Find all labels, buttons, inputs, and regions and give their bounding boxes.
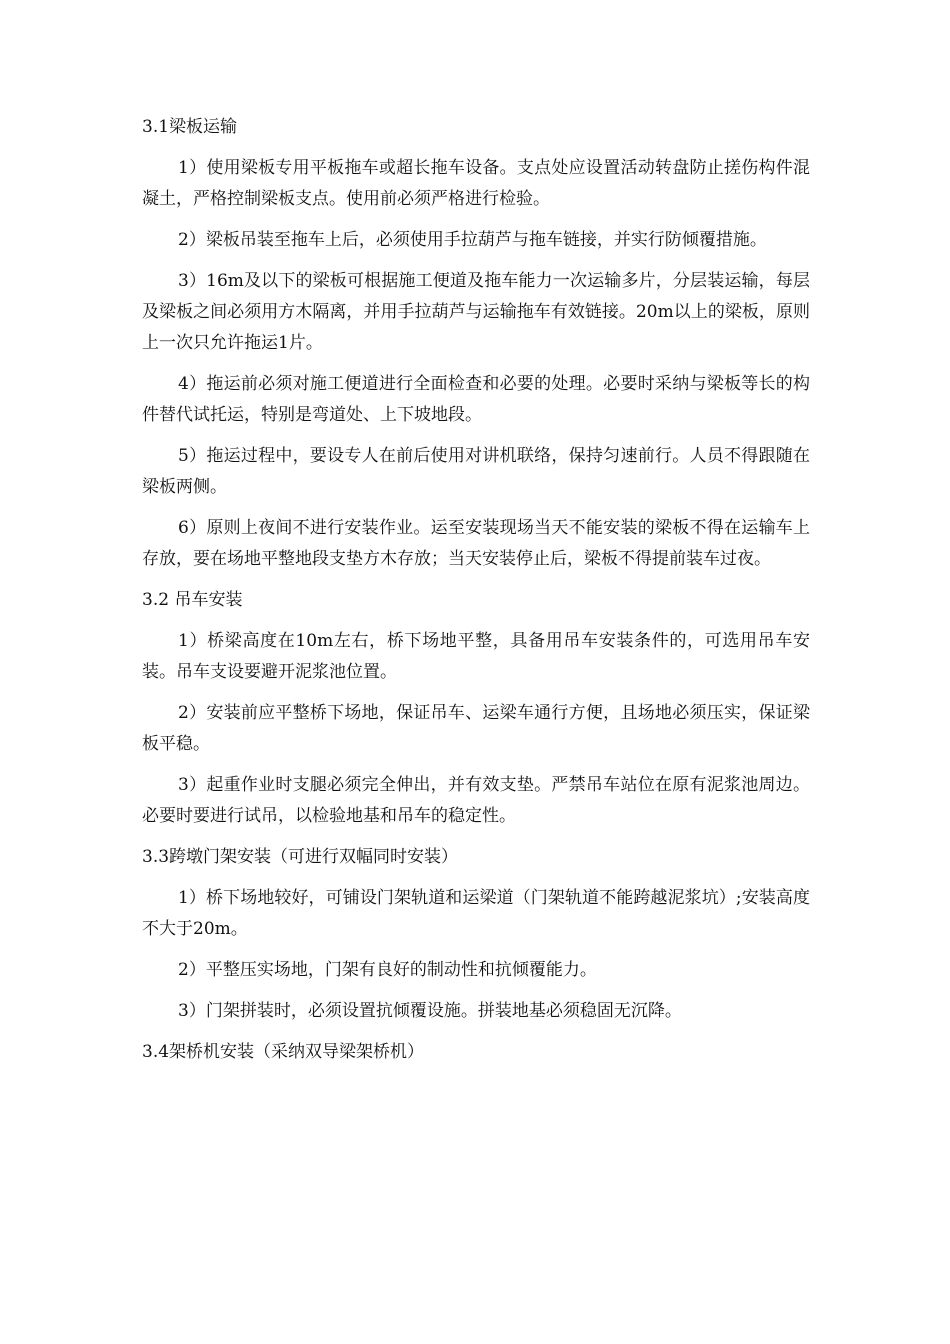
paragraph-3-1-3: 3）16m及以下的梁板可根据施工便道及拖车能力一次运输多片，分层装运输，每层及梁板之间必须用方木隔离，并用手拉葫芦与运输拖车有效链接。20m以上的梁板，原则上一次只允许拖运1片。 bbox=[142, 271, 810, 353]
paragraph-3-3-2: 2）平整压实场地，门架有良好的制动性和抗倾覆能力。 bbox=[178, 960, 597, 980]
paragraph-3-1-6: 6）原则上夜间不进行安装作业。运至安装现场当天不能安装的梁板不得在运输车上存放，要在场地平整地段支垫方木存放；当天安装停止后，梁板不得提前装车过夜。 bbox=[142, 518, 810, 569]
section-heading-3-3: 3.3跨墩门架安装（可进行双幅同时安装） bbox=[142, 847, 459, 867]
section-heading-3-2: 3.2 吊车安装 bbox=[142, 590, 243, 610]
paragraph-3-3-1: 1）桥下场地较好，可铺设门架轨道和运梁道（门架轨道不能跨越泥浆坑）;安装高度不大于20m。 bbox=[142, 888, 810, 939]
paragraph-3-2-1: 1）桥梁高度在10m左右，桥下场地平整，具备用吊车安装条件的，可选用吊车安装。吊车支设要避开泥浆池位置。 bbox=[142, 631, 810, 682]
document-body bbox=[142, 112, 810, 1078]
paragraph-3-1-4: 4）拖运前必须对施工便道进行全面检查和必要的处理。必要时采纳与梁板等长的构件替代试托运，特别是弯道处、上下坡地段。 bbox=[142, 374, 810, 425]
paragraph-3-3-3: 3）门架拼装时，必须设置抗倾覆设施。拼装地基必须稳固无沉降。 bbox=[178, 1001, 682, 1021]
section-heading-3-4: 3.4架桥机安装（采纳双导梁架桥机） bbox=[142, 1042, 425, 1062]
paragraph-3-1-2: 2）梁板吊装至拖车上后，必须使用手拉葫芦与拖车链接，并实行防倾覆措施。 bbox=[178, 230, 767, 250]
paragraph-3-2-2: 2）安装前应平整桥下场地，保证吊车、运梁车通行方便，且场地必须压实，保证梁板平稳。 bbox=[142, 703, 810, 754]
paragraph-3-2-3: 3）起重作业时支腿必须完全伸出，并有效支垫。严禁吊车站位在原有泥浆池周边。必要时要进行试吊，以检验地基和吊车的稳定性。 bbox=[142, 775, 810, 826]
paragraph-3-1-1: 1）使用梁板专用平板拖车或超长拖车设备。支点处应设置活动转盘防止搓伤构件混凝土，严格控制梁板支点。使用前必须严格进行检验。 bbox=[142, 158, 810, 209]
paragraph-3-1-5: 5）拖运过程中，要设专人在前后使用对讲机联络，保持匀速前行。人员不得跟随在梁板两侧。 bbox=[142, 446, 810, 497]
section-heading-3-1: 3.1梁板运输 bbox=[142, 117, 238, 137]
